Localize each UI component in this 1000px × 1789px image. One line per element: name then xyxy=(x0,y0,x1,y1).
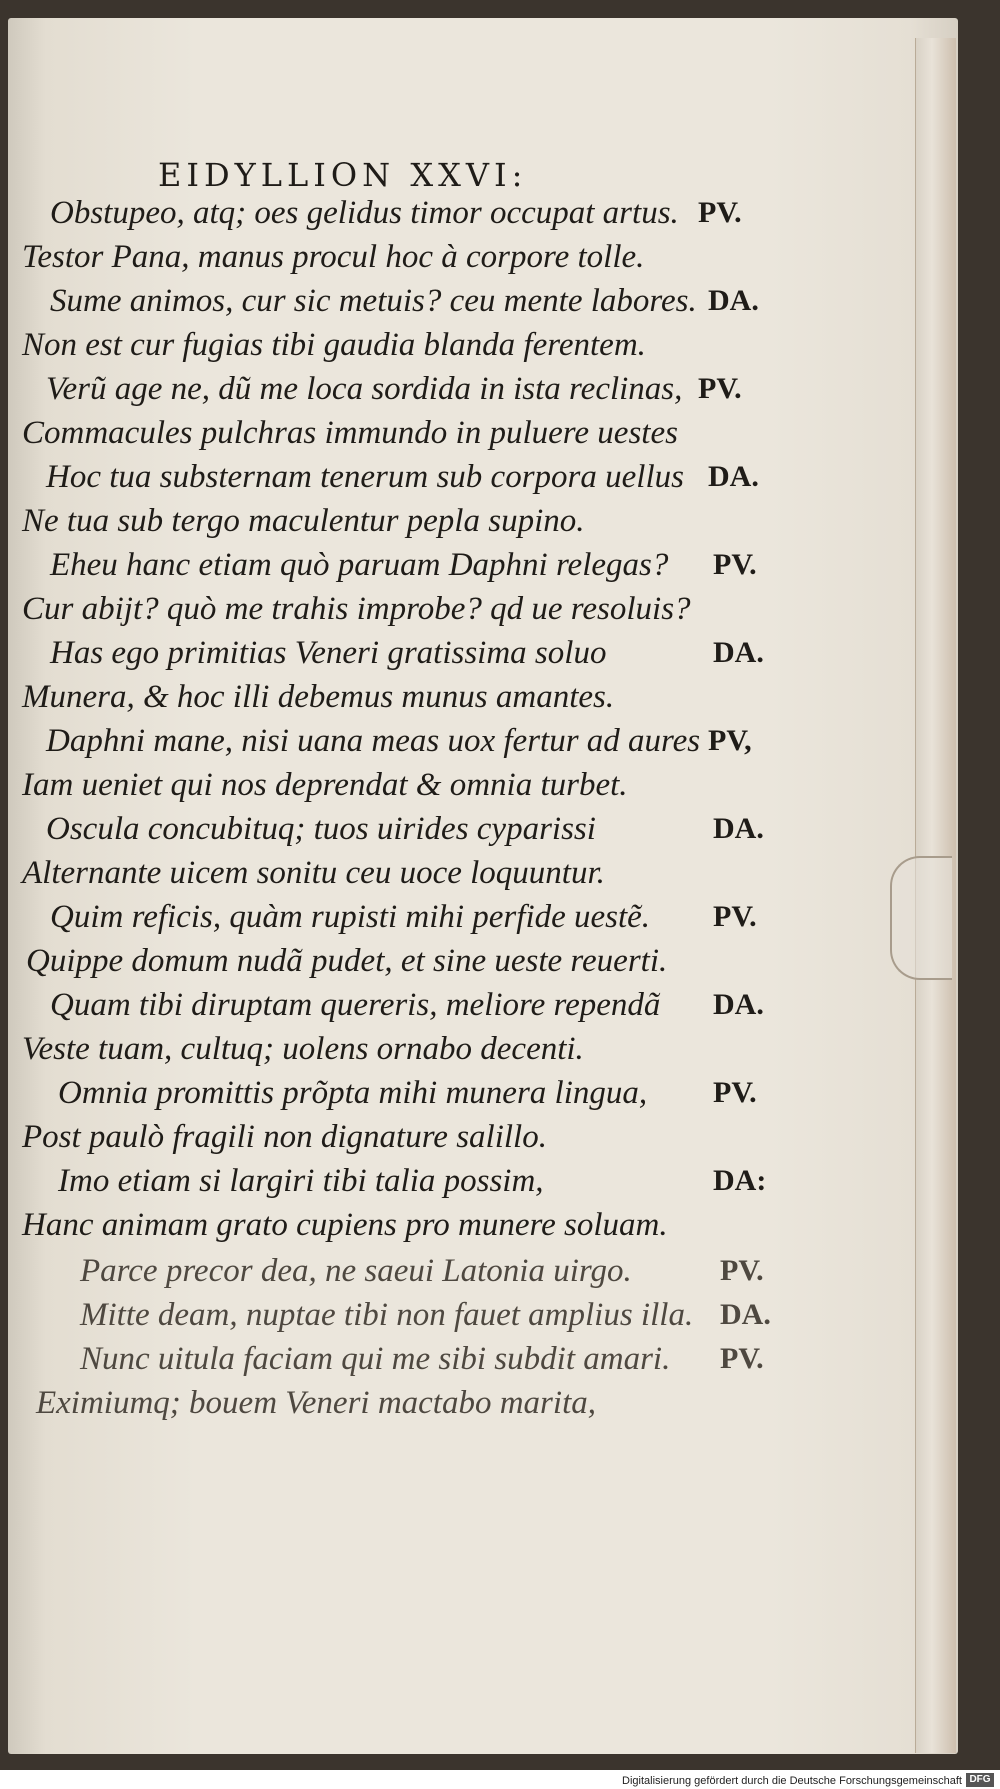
verse-line: Testor Pana, manus procul hoc à corpore tolle. xyxy=(22,239,645,275)
speaker-label: PV. xyxy=(713,1076,757,1109)
speaker-label: PV. xyxy=(698,196,742,229)
speaker-label: DA. xyxy=(720,1298,771,1331)
verse-line: Imo etiam si largiri tibi talia possim, xyxy=(58,1163,544,1199)
verse-line: Eximiumq; bouem Veneri mactabo marita, xyxy=(36,1385,596,1421)
verse-line: Non est cur fugias tibi gaudia blanda ferentem. xyxy=(22,327,646,363)
verse-line: Obstupeo, atq; oes gelidus timor occupat artus. xyxy=(50,195,679,231)
verse-line: Eheu hanc etiam quò paruam Daphni relegas? xyxy=(50,547,669,583)
book-page xyxy=(8,18,958,1754)
speaker-label: DA. xyxy=(708,284,759,317)
speaker-label: DA. xyxy=(713,636,764,669)
speaker-label: DA. xyxy=(713,988,764,1021)
speaker-label: PV. xyxy=(720,1254,764,1287)
dfg-logo-icon: DFG xyxy=(966,1773,994,1787)
speaker-label: PV, xyxy=(708,724,752,757)
verse-line: Mitte deam, nuptae tibi non fauet amplius illa. xyxy=(80,1297,694,1333)
speaker-label: DA: xyxy=(713,1164,767,1197)
digitization-footer xyxy=(0,1770,1000,1789)
verse-line: Parce precor dea, ne saeui Latonia uirgo. xyxy=(80,1253,632,1289)
page-heading: EIDYLLION XXVI: xyxy=(158,156,528,194)
speaker-label: PV. xyxy=(698,372,742,405)
verse-line: Quim reficis, quàm rupisti mihi perfide uestẽ. xyxy=(50,899,651,935)
verse-line: Omnia promittis prõpta mihi munera lingua, xyxy=(58,1075,648,1111)
verse-line: Post paulò fragili non dignature salillo. xyxy=(22,1119,547,1155)
funding-credit: Digitalisierung gefördert durch die Deutsche Forschungsgemeinschaft xyxy=(622,1775,962,1787)
verse-line: Munera, & hoc illi debemus munus amantes. xyxy=(22,679,615,715)
speaker-label: PV. xyxy=(713,900,757,933)
speaker-label: PV. xyxy=(720,1342,764,1375)
verse-line: Veste tuam, cultuq; uolens ornabo decenti. xyxy=(22,1031,584,1067)
page-clip-mark xyxy=(890,856,952,980)
verse-line: Alternante uicem sonitu ceu uoce loquuntur. xyxy=(22,855,605,891)
verse-line: Hoc tua substernam tenerum sub corpora uellus xyxy=(46,459,684,495)
verse-line: Nunc uitula faciam qui me sibi subdit amari. xyxy=(80,1341,671,1377)
verse-line: Daphni mane, nisi uana meas uox fertur ad aures xyxy=(46,723,701,759)
verse-line: Sume animos, cur sic metuis? ceu mente labores. xyxy=(50,283,697,319)
verse-line: Cur abijt? quò me trahis improbe? qd ue resoluis? xyxy=(22,591,691,627)
speaker-label: PV. xyxy=(713,548,757,581)
verse-line: Quippe domum nudã pudet, et sine ueste reuerti. xyxy=(26,943,668,979)
speaker-label: DA. xyxy=(713,812,764,845)
verse-line: Has ego primitias Veneri gratissima soluo xyxy=(50,635,607,671)
verse-line: Iam ueniet qui nos deprendat & omnia turbet. xyxy=(22,767,628,803)
verse-line: Commacules pulchras immundo in puluere uestes xyxy=(22,415,678,451)
verse-line: Quam tibi diruptam quereris, meliore rependã xyxy=(50,987,661,1023)
verse-line: Hanc animam grato cupiens pro munere soluam. xyxy=(22,1207,668,1243)
verse-line: Oscula concubituq; tuos uirides cyparissi xyxy=(46,811,596,847)
verse-line: Ne tua sub tergo maculentur pepla supino. xyxy=(22,503,585,539)
speaker-label: DA. xyxy=(708,460,759,493)
verse-line: Verũ age ne, dũ me loca sordida in ista reclinas, xyxy=(46,371,683,407)
